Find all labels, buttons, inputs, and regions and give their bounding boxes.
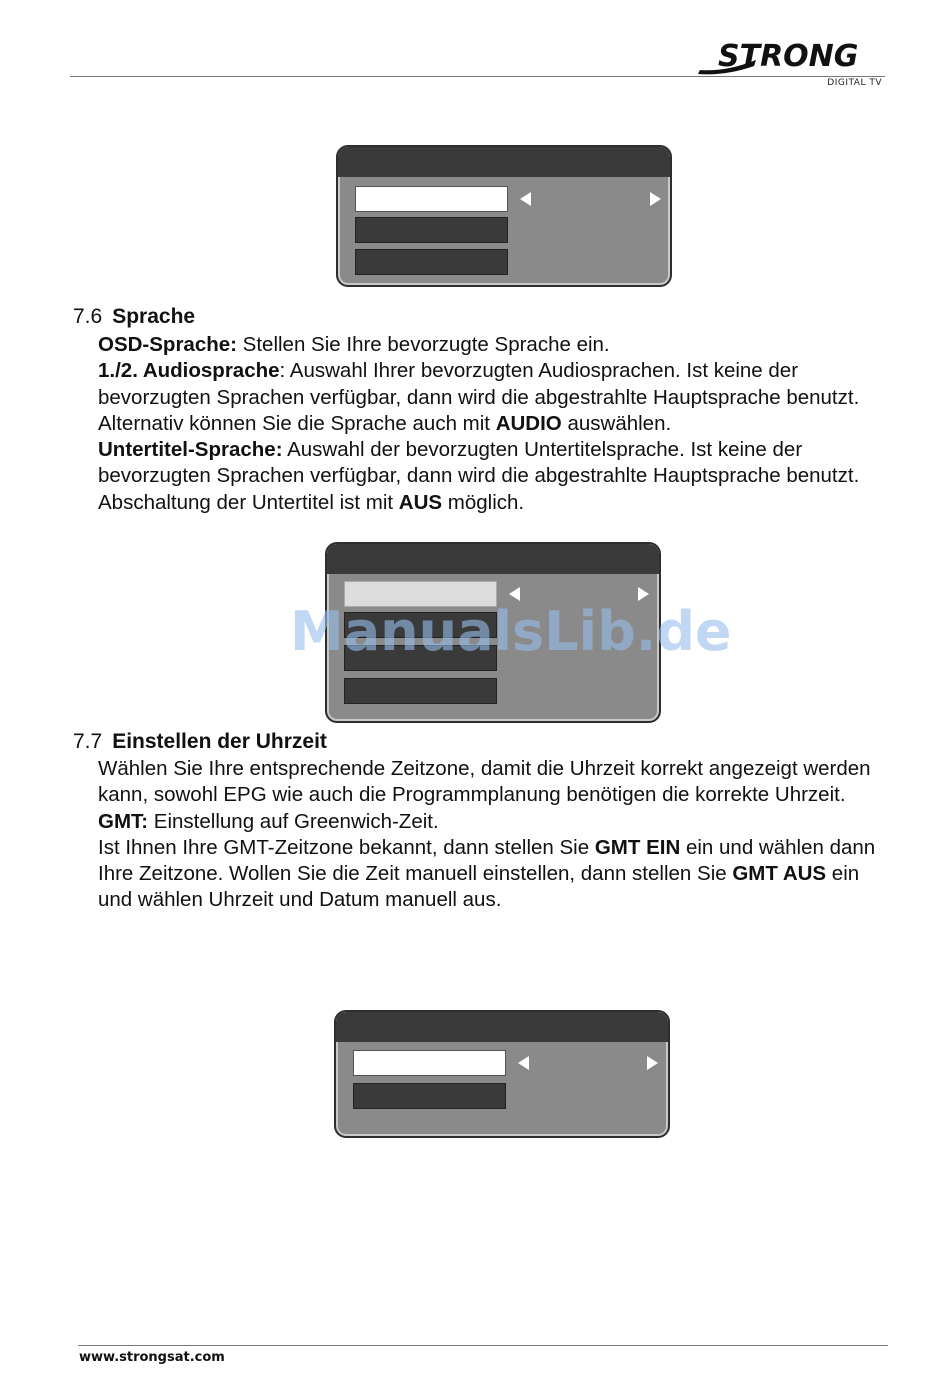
paragraph: Ist Ihnen Ihre GMT-Zeitzone bekannt, dann stellen Sie GMT EIN ein und wählen dann Ihre Zeitzone. Wollen Sie die Zeit manuell einstellen, dann stellen Sie GMT AUS ein und wählen Uhrzeit und Datum manuell aus.: [98, 835, 876, 912]
strong-logo: [696, 36, 886, 92]
footer-url: www.strongsat.com: [79, 1350, 225, 1365]
osd-menu-item-selected: [353, 1050, 506, 1076]
osd-title-bar: [327, 544, 659, 574]
osd-menu-item: [353, 1083, 506, 1109]
section-heading-7-6: [73, 305, 195, 329]
osd-title-bar: [336, 1012, 668, 1042]
section-title: Sprache: [112, 305, 196, 328]
section-number: 7.6: [73, 305, 103, 328]
arrow-right-icon: [650, 192, 661, 206]
osd-menu-item: [355, 249, 508, 275]
section-body-7-6: [98, 332, 898, 516]
arrow-right-icon: [647, 1056, 658, 1070]
osd-menu-screenshot-3: [334, 1010, 670, 1138]
svg-text:STRONG: STRONG: [718, 39, 859, 74]
brand-subtitle: DIGITAL TV: [827, 78, 882, 88]
section-number: 7.7: [73, 730, 103, 753]
osd-title-bar: [338, 147, 670, 177]
footer-divider: [78, 1345, 888, 1346]
section-heading-7-7: [73, 730, 327, 754]
arrow-left-icon: [520, 192, 531, 206]
osd-menu-item-selected: [355, 186, 508, 212]
section-body-7-7: [98, 756, 898, 914]
paragraph: Wählen Sie Ihre entsprechende Zeitzone, damit die Uhrzeit korrekt angezeigt werden kann, sowohl EPG wie auch die Programmplanung benötigen die korrekte Uhrzeit.: [98, 757, 871, 807]
strong-logo-icon: [696, 36, 886, 76]
paragraph: Untertitel-Sprache: Auswahl der bevorzugten Untertitelsprache. Ist keine der bevorzugten Sprachen verfügbar, dann wird die abgestrahlte Hauptsprache benutzt. Abschaltung der Untertitel ist mit AUS möglich.: [98, 438, 860, 514]
paragraph: 1./2. Audiosprache: Auswahl Ihrer bevorzugten Audiosprachen. Ist keine der bevorzugten Sprachen verfügbar, dann wird die abgestrahlte Hauptsprache benutzt. Alternativ können Sie die Sprache auch mit AUDIO auswählen.: [98, 359, 860, 435]
section-title: Einstellen der Uhrzeit: [112, 730, 327, 753]
arrow-left-icon: [509, 587, 520, 601]
arrow-right-icon: [638, 587, 649, 601]
paragraph: GMT: Einstellung auf Greenwich-Zeit.: [98, 809, 439, 833]
header-divider: [70, 76, 885, 77]
arrow-left-icon: [518, 1056, 529, 1070]
watermark: ManualsLib.de: [290, 600, 732, 663]
osd-menu-screenshot-1: [336, 145, 672, 287]
paragraph: OSD-Sprache: Stellen Sie Ihre bevorzugte Sprache ein.: [98, 333, 610, 356]
osd-menu-item: [344, 678, 497, 704]
osd-menu-item: [355, 217, 508, 243]
